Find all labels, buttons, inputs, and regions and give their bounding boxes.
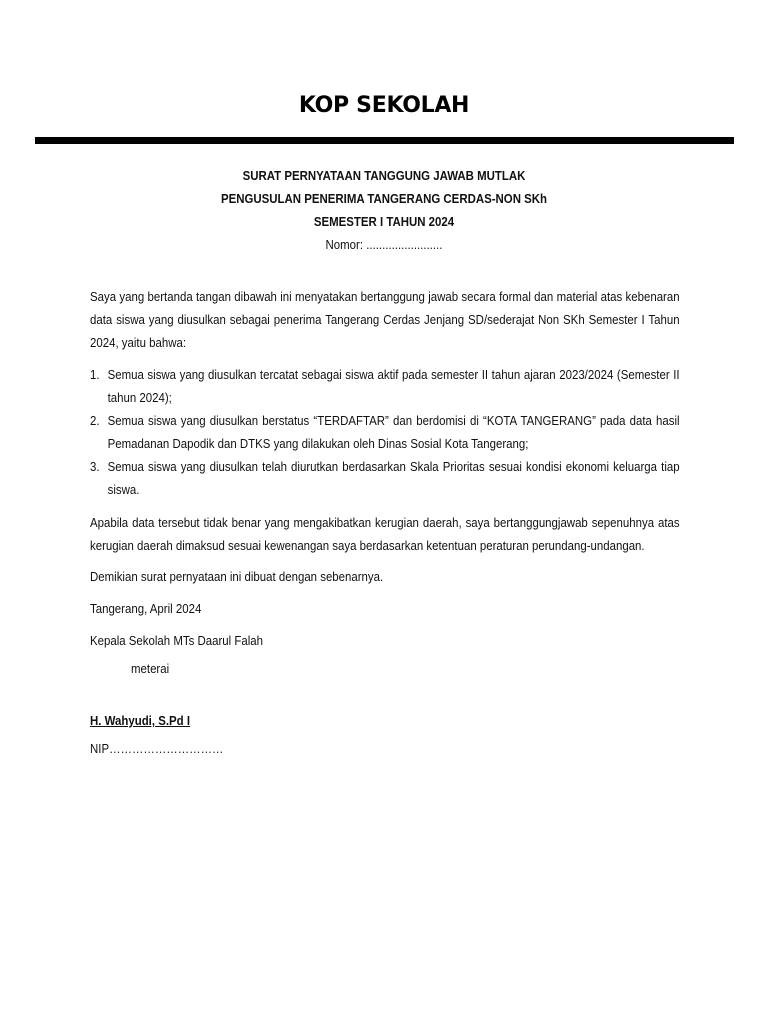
- list-item-number: 3.: [90, 459, 100, 474]
- signer-name: H. Wahyudi, S.Pd I: [90, 713, 191, 728]
- list-item-text: Semua siswa yang diusulkan berstatus “TERDAFTAR” dan berdomisi di “KOTA TANGERANG” pada data hasil Pemadanan Dapodik dan DTKS yang dilakukan oleh Dinas Sosial Kota Tangerang;: [107, 413, 680, 451]
- signer-position: Kepala Sekolah MTs Daarul Falah: [90, 633, 263, 648]
- letter-number: Nomor: ........................: [325, 237, 443, 252]
- list-item: [90, 363, 680, 409]
- statement-list: [90, 363, 680, 501]
- intro-paragraph: Saya yang bertanda tangan dibawah ini menyatakan bertanggung jawab secara formal dan material atas kebenaran data siswa yang diusulkan sebagai penerima Tangerang Cerdas Jenjang SD/sederajat Non SKh Semester I Tahun 2024, yaitu bahwa:: [90, 289, 680, 350]
- place-date: Tangerang, April 2024: [90, 601, 202, 616]
- meterai-stamp: meterai: [131, 661, 170, 676]
- list-item: [90, 409, 680, 455]
- heading-line-3: SEMESTER I TAHUN 2024: [313, 214, 455, 229]
- signer-nip: NIP…………………………: [90, 741, 224, 756]
- list-item-text: Semua siswa yang diusulkan telah diurutkan berdasarkan Skala Prioritas sesuai kondisi ekonomi keluarga tiap siswa.: [107, 459, 680, 497]
- closing-sentence: Demikian surat pernyataan ini dibuat dengan sebenarnya.: [90, 569, 384, 584]
- liability-paragraph: Apabila data tersebut tidak benar yang mengakibatkan kerugian daerah, saya bertanggungjawab sepenuhnya atas kerugian daerah dimaksud sesuai kewenangan saya berdasarkan ketentuan peraturan perundang-undangan.: [90, 515, 680, 553]
- letterhead-rule: [35, 137, 734, 144]
- heading-line-1: SURAT PERNYATAAN TANGGUNG JAWAB MUTLAK: [242, 168, 526, 183]
- heading-line-2: PENGUSULAN PENERIMA TANGERANG CERDAS-NON SKh: [220, 191, 548, 206]
- list-item-text: Semua siswa yang diusulkan tercatat sebagai siswa aktif pada semester II tahun ajaran 2023/2024 (Semester II tahun 2024);: [107, 367, 680, 405]
- list-item-number: 2.: [90, 413, 100, 428]
- letterhead-title: KOP SEKOLAH: [298, 93, 470, 118]
- list-item-number: 1.: [90, 367, 100, 382]
- list-item: [90, 455, 680, 501]
